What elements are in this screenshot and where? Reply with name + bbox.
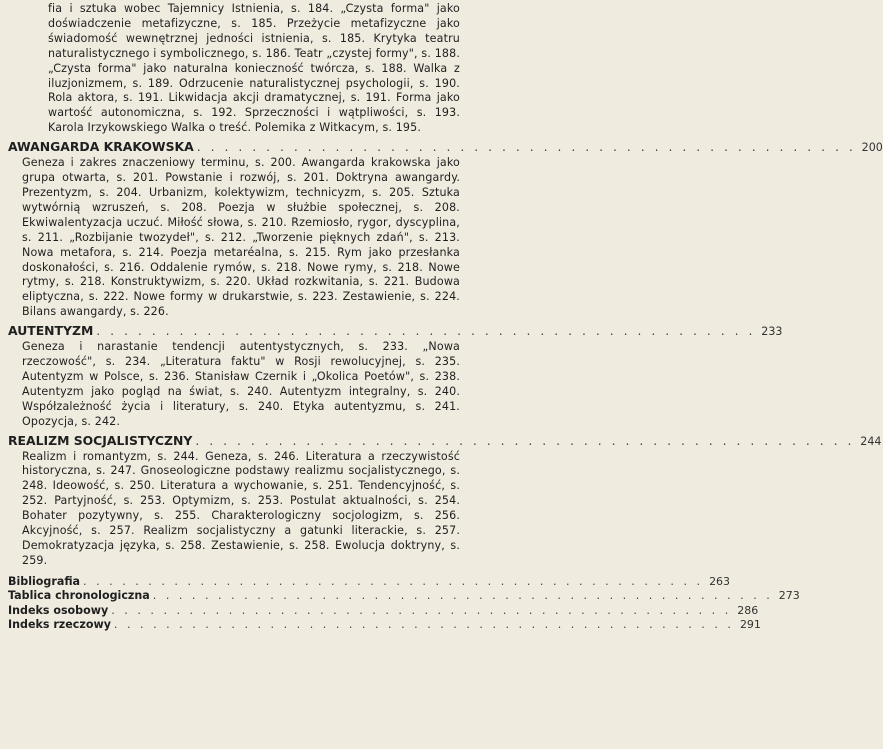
dot-leader: . . . . . . . . . . . . . . . . . . . . . . . . . . . . . . . . . . . . . . . . . . . . . . . . xyxy=(83,574,704,588)
dot-leader: . . . . . . . . . . . . . . . . . . . . . . . . . . . . . . . . . . . . . . . . . . . . . . . . xyxy=(111,603,732,617)
section-page: 244 xyxy=(860,434,882,448)
entry-title: Tablica chronologiczna xyxy=(8,589,150,603)
section-page: 233 xyxy=(761,325,783,339)
entry-page: 291 xyxy=(739,618,761,632)
toc-section-awangarda xyxy=(8,139,883,156)
section-contents: Realizm i romantyzm, s. 244. Geneza, s. 246. Literatura a rzeczywistość historyczna, s. 247. Gnoseologiczne podstawy realizmu socjalistycznego, s. 248. Ideowość, s. 250. Literatura a wychowanie, s. 251. Tendencyjność, s. 252. Partyjność, s. 253. Optymizm, s. 253. Postulat aktualności, s. 254. Bohater pozytywny, s. 255. Charakterologiczny socjologizm, s. 256. Akcyjność, s. 257. Realizm socjalistyczny a gatunki literackie, s. 257. Demokratyzacja języka, s. 258. Zestawienie, s. 258. Ewolucja doktryny, s. 259. xyxy=(22,449,460,567)
toc-entry-indeks-osobowy xyxy=(8,603,759,618)
toc-entry-bibliografia xyxy=(8,574,731,589)
dot-leader: . . . . . . . . . . . . . . . . . . . . . . . . . . . . . . . . . . . . . . . . . . . . . . . . xyxy=(152,589,773,603)
section-title: AUTENTYZM xyxy=(8,323,94,339)
toc-section-autentyzm xyxy=(8,323,783,340)
entry-page: 286 xyxy=(737,603,759,617)
toc-section-realizm xyxy=(8,432,882,450)
entry-title: Indeks osobowy xyxy=(8,603,109,617)
intro-paragraph: fia i sztuka wobec Tajemnicy Istnienia, s. 184. „Czysta forma" jako doświadczenie metafizyczne, s. 185. Przeżycie metafizyczne jako świadomość wewnętrznej jedności istnienia, s. 185. Krytyka teatru naturalistycznego i symbolicznego, s. 186. Teatr „czystej formy", s. 188. „Czysta forma" jako naturalna konieczność twórcza, s. 188. Walka z iluzjonizmem, s. 189. Odrzucenie naturalistycznej psychologii, s. 190. Rola aktora, s. 191. Likwidacja akcji dramatycznej, s. 191. Forma jako wartość autonomiczna, s. 192. Sprzeczności i wątpliwości, s. 193. Karola Irzykowskiego Walka o treść. Polemika z Witkacym, s. 195. xyxy=(48,2,460,135)
dot-leader: . . . . . . . . . . . . . . . . . . . . . . . . . . . . . . . . . . . . . . . . . . . . . . . . xyxy=(113,618,734,632)
back-matter-list xyxy=(0,574,800,633)
dot-leader: . . . . . . . . . . . . . . . . . . . . . . . . . . . . . . . . . . . . . . . . . . . . . . . . xyxy=(195,432,855,448)
section-title: REALIZM SOCJALISTYCZNY xyxy=(8,432,193,448)
entry-title: Indeks rzeczowy xyxy=(8,618,111,632)
section-contents: Geneza i narastanie tendencji autentystycznych, s. 233. „Nowa rzeczowość", s. 234. „Literatura faktu" w Rosji rewolucyjnej, s. 235. Autentyzm w Polsce, s. 236. Stanisław Czernik i „Okolica Poetów", s. 238. Autentyzm jako pogląd na świat, s. 240. Autentyzm integralny, s. 240. Współzależność życia i literatury, s. 240. Etyka autentyzmu, s. 241. Opozycja, s. 242. xyxy=(22,340,460,428)
dot-leader: . . . . . . . . . . . . . . . . . . . . . . . . . . . . . . . . . . . . . . . . . . . . . . . . xyxy=(96,323,756,339)
toc-entry-tablica xyxy=(8,589,800,603)
section-page: 200 xyxy=(861,141,883,155)
entry-page: 263 xyxy=(709,574,731,588)
toc-entry-indeks-rzeczowy xyxy=(8,618,761,632)
entry-title: Bibliografia xyxy=(8,574,81,588)
section-title: AWANGARDA KRAKOWSKA xyxy=(8,139,194,155)
dot-leader: . . . . . . . . . . . . . . . . . . . . . . . . . . . . . . . . . . . . . . . . . . . . . . . . xyxy=(196,139,856,155)
section-contents: Geneza i zakres znaczeniowy terminu, s. 200. Awangarda krakowska jako grupa otwarta, s. 201. Powstanie i rozwój, s. 201. Doktryna awangardy. Prezentyzm, s. 204. Urbanizm, kolektywizm, technicyzm, s. 205. Sztuka wytwórnią wzruszeń, s. 208. Poezja w służbie społecznej, s. 208. Ekwiwalentyzacja uczuć. Miłość słowa, s. 210. Rzemiosło, rygor, dyscyplina, s. 211. „Rozbijanie twozydeł", s. 212. „Tworzenie pięknych zdań", s. 213. Nowa metafora, s. 214. Poezja metaréalna, s. 215. Rym jako przesłanka doskonałości, s. 216. Oddalenie rymów, s. 218. Nowe rymy, s. 218. Nowe rytmy, s. 218. Konstruktywizm, s. 220. Układ rozkwitania, s. 221. Budowa eliptyczna, s. 222. Nowe formy w drukarstwie, s. 223. Zestawienie, s. 224. Bilans awangardy, s. 226. xyxy=(22,156,460,319)
entry-page: 273 xyxy=(778,589,800,603)
